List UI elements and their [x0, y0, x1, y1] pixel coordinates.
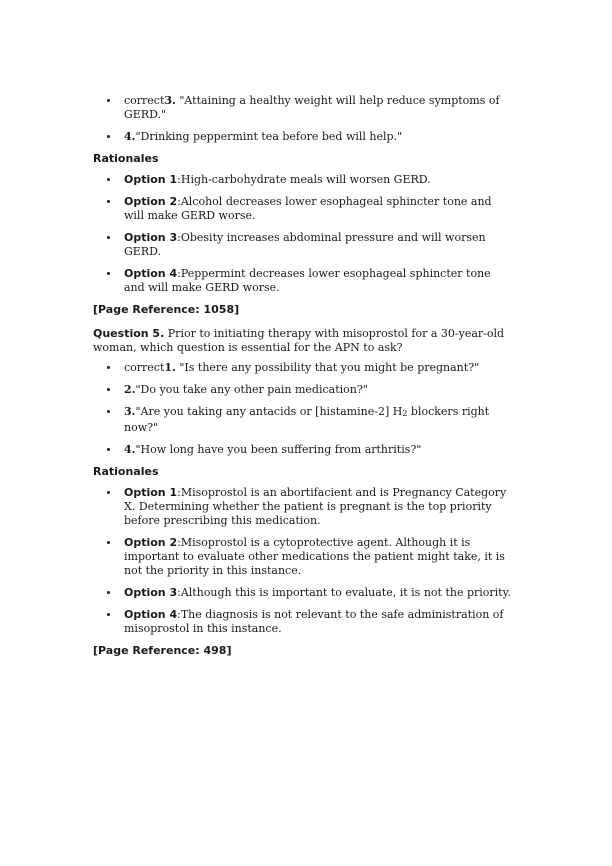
- option-number: 4.: [124, 130, 136, 143]
- q5-option-2: [93, 383, 513, 397]
- rationale-text: :Misoprostol is a cytoprotective agent. Although it is important to evaluate other medications the patient might take, it is not the priority in this instance.: [124, 536, 505, 577]
- rationale-text: :Although this is important to evaluate, it is not the priority.: [177, 586, 511, 599]
- q4-rationales-heading: Rationales: [93, 152, 159, 165]
- option-number: 1.: [164, 361, 176, 374]
- option-text: "Is there any possibility that you might be pregnant?": [179, 361, 480, 374]
- subscript: 2: [402, 409, 408, 418]
- q5-rationales-list: [93, 486, 513, 636]
- correct-marker: correct: [124, 361, 165, 374]
- rationale-text: :Peppermint decreases lower esophageal sphincter tone and will make GERD worse.: [124, 267, 491, 294]
- option-text: "Are you taking any antacids or [histamine-2] H: [135, 405, 403, 418]
- q5-rationale-2: [93, 536, 513, 578]
- option-number: 3.: [124, 405, 136, 418]
- rationale-label: Option 2: [124, 195, 178, 208]
- document-page: [93, 94, 513, 668]
- rationale-label: Option 4: [124, 267, 178, 280]
- rationale-label: Option 1: [124, 173, 178, 186]
- rationale-label: Option 4: [124, 608, 178, 621]
- rationale-text: :The diagnosis is not relevant to the safe administration of misoprostol in this instance.: [124, 608, 504, 635]
- question-label: Question 5.: [93, 327, 165, 340]
- q4-option-4: [93, 130, 513, 144]
- q5-option-4: [93, 443, 513, 457]
- question-stem: Prior to initiating therapy with misoprostol for a 30-year-old woman, which question is essential for the APN to ask?: [93, 327, 505, 354]
- option-text: "Do you take any other pain medication?": [135, 383, 368, 396]
- correct-marker: correct: [124, 94, 165, 107]
- option-number: 4.: [124, 443, 136, 456]
- q5-option-3: [93, 405, 513, 435]
- rationale-label: Option 3: [124, 231, 178, 244]
- q4-rationale-1: [93, 173, 513, 187]
- option-text: "Attaining a healthy weight will help reduce symptoms of GERD.": [124, 94, 500, 121]
- option-text: "How long have you been suffering from arthritis?": [135, 443, 422, 456]
- rationale-text: :High-carbohydrate meals will worsen GERD.: [177, 173, 431, 186]
- rationale-text: :Obesity increases abdominal pressure and will worsen GERD.: [124, 231, 486, 258]
- q4-rationale-3: [93, 231, 513, 259]
- q5-rationale-1: [93, 486, 513, 528]
- q4-option-3: [93, 94, 513, 122]
- q5-option-1: [93, 361, 513, 375]
- rationale-label: Option 1: [124, 486, 178, 499]
- q5-rationale-3: [93, 586, 513, 600]
- rationale-text: :Alcohol decreases lower esophageal sphincter tone and will make GERD worse.: [124, 195, 492, 222]
- q4-options-list: [93, 94, 513, 144]
- q4-page-reference: [Page Reference: 1058]: [93, 303, 240, 316]
- q4-rationales-list: [93, 173, 513, 295]
- q4-rationale-4: [93, 267, 513, 295]
- option-text: "Drinking peppermint tea before bed will help.": [135, 130, 403, 143]
- option-number: 3.: [164, 94, 176, 107]
- q5-rationales-heading: Rationales: [93, 465, 159, 478]
- q4-rationale-2: [93, 195, 513, 223]
- option-number: 2.: [124, 383, 136, 396]
- q5-page-reference: [Page Reference: 498]: [93, 644, 232, 657]
- rationale-text: :Misoprostol is an abortifacient and is Pregnancy Category X. Determining whether the patient is pregnant is the top priority before prescribing this medication.: [124, 486, 507, 527]
- q5-question: [93, 327, 513, 355]
- q5-rationale-4: [93, 608, 513, 636]
- rationale-label: Option 2: [124, 536, 178, 549]
- option-text-cont: blockers right now?": [124, 405, 490, 434]
- q5-options-list: [93, 361, 513, 457]
- rationale-label: Option 3: [124, 586, 178, 599]
